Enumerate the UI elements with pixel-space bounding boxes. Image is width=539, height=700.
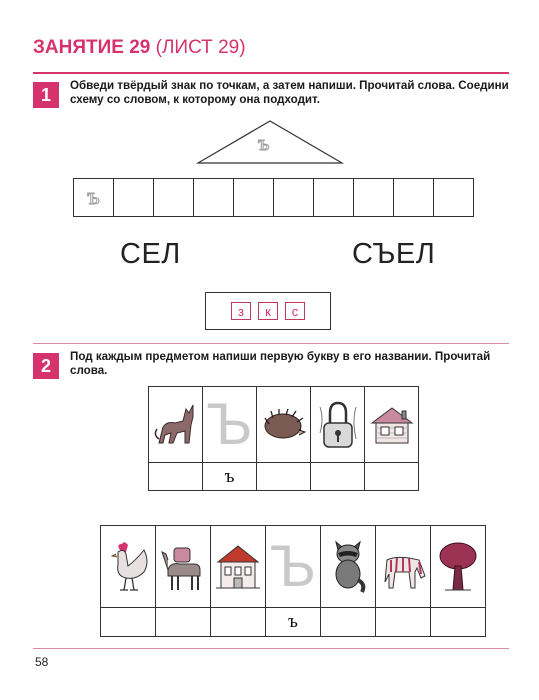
letter-cell[interactable] [234, 179, 274, 217]
write-cell[interactable] [321, 608, 376, 637]
picture-grid-1 [148, 386, 419, 491]
manor-house-icon [214, 540, 262, 594]
write-cell[interactable] [101, 608, 156, 637]
task-2-number: 2 [33, 353, 59, 379]
picture-cell-rooster [101, 526, 156, 608]
picture-cell-hedgehog [257, 387, 311, 463]
write-cell[interactable] [376, 608, 431, 637]
title-rule [33, 72, 509, 74]
scheme-letter-s: с [285, 302, 305, 320]
house-icon [368, 405, 416, 445]
picture-cell-house [365, 387, 419, 463]
picture-cell-donkey [156, 526, 211, 608]
write-cell[interactable] [257, 463, 311, 491]
triangle-letter[interactable]: ъ [258, 130, 270, 155]
picture-cell-hard-sign [203, 387, 257, 463]
picture-cell-wolf [149, 387, 203, 463]
task-1-number: 1 [33, 82, 59, 108]
picture-cell-hard-sign [266, 526, 321, 608]
word-syel[interactable]: СЪЕЛ [352, 238, 436, 270]
letter-cell[interactable] [314, 179, 354, 217]
padlock-icon [318, 399, 358, 451]
wolf-icon [153, 399, 199, 451]
letter-cell[interactable] [114, 179, 154, 217]
ghost-hard-sign-1: Ъ [206, 391, 253, 457]
letter-cell[interactable] [394, 179, 434, 217]
write-cell[interactable] [149, 463, 203, 491]
task-1-instruction: Обведи твёрдый знак по точкам, а затем напиши. Прочитай слова. Соедини схему со словом, к которому она подходит. [70, 79, 509, 106]
letter-cell[interactable] [434, 179, 474, 217]
rooster-icon [106, 540, 150, 594]
written-hard-sign-2: ъ [288, 611, 298, 632]
hedgehog-icon [261, 408, 307, 442]
picture-cell-manor [211, 526, 266, 608]
picture-cell-raccoon [321, 526, 376, 608]
letter-cell[interactable] [194, 179, 234, 217]
section-divider [33, 343, 509, 344]
stress-triangle [195, 119, 345, 165]
picture-grid-2 [100, 525, 486, 637]
lesson-sheet: (ЛИСТ 29) [155, 37, 246, 58]
write-cell-hard-sign[interactable] [203, 463, 257, 491]
word-scheme[interactable] [205, 292, 331, 330]
zebra-icon [379, 542, 427, 592]
scheme-letter-k: к [258, 302, 278, 320]
donkey-icon [160, 540, 206, 594]
lesson-title [33, 37, 246, 59]
write-cell-hard-sign[interactable] [266, 608, 321, 637]
task-2-instruction: Под каждым предметом напиши первую букву в его названии. Прочитай слова. [70, 350, 491, 377]
letter-cells [73, 178, 474, 217]
write-cell[interactable] [365, 463, 419, 491]
scheme-letter-z: з [231, 302, 251, 320]
footer-rule [33, 648, 509, 649]
picture-cell-zebra [376, 526, 431, 608]
letter-cell[interactable] [354, 179, 394, 217]
letter-cell-1[interactable] [74, 179, 114, 217]
write-cell[interactable] [311, 463, 365, 491]
lesson-title-main: ЗАНЯТИЕ 29 [33, 37, 151, 58]
page-number: 58 [35, 655, 49, 669]
picture-cell-padlock [311, 387, 365, 463]
write-cell[interactable] [431, 608, 486, 637]
picture-cell-tree [431, 526, 486, 608]
write-cell[interactable] [156, 608, 211, 637]
letter-cell[interactable] [154, 179, 194, 217]
ghost-hard-sign-2: Ъ [270, 533, 316, 599]
traced-hard-sign: ъ [87, 184, 100, 210]
tree-icon [437, 540, 479, 594]
raccoon-icon [328, 540, 368, 594]
word-sel[interactable]: СЕЛ [120, 238, 181, 270]
letter-cell[interactable] [274, 179, 314, 217]
write-cell[interactable] [211, 608, 266, 637]
written-hard-sign-1: ъ [224, 465, 235, 487]
